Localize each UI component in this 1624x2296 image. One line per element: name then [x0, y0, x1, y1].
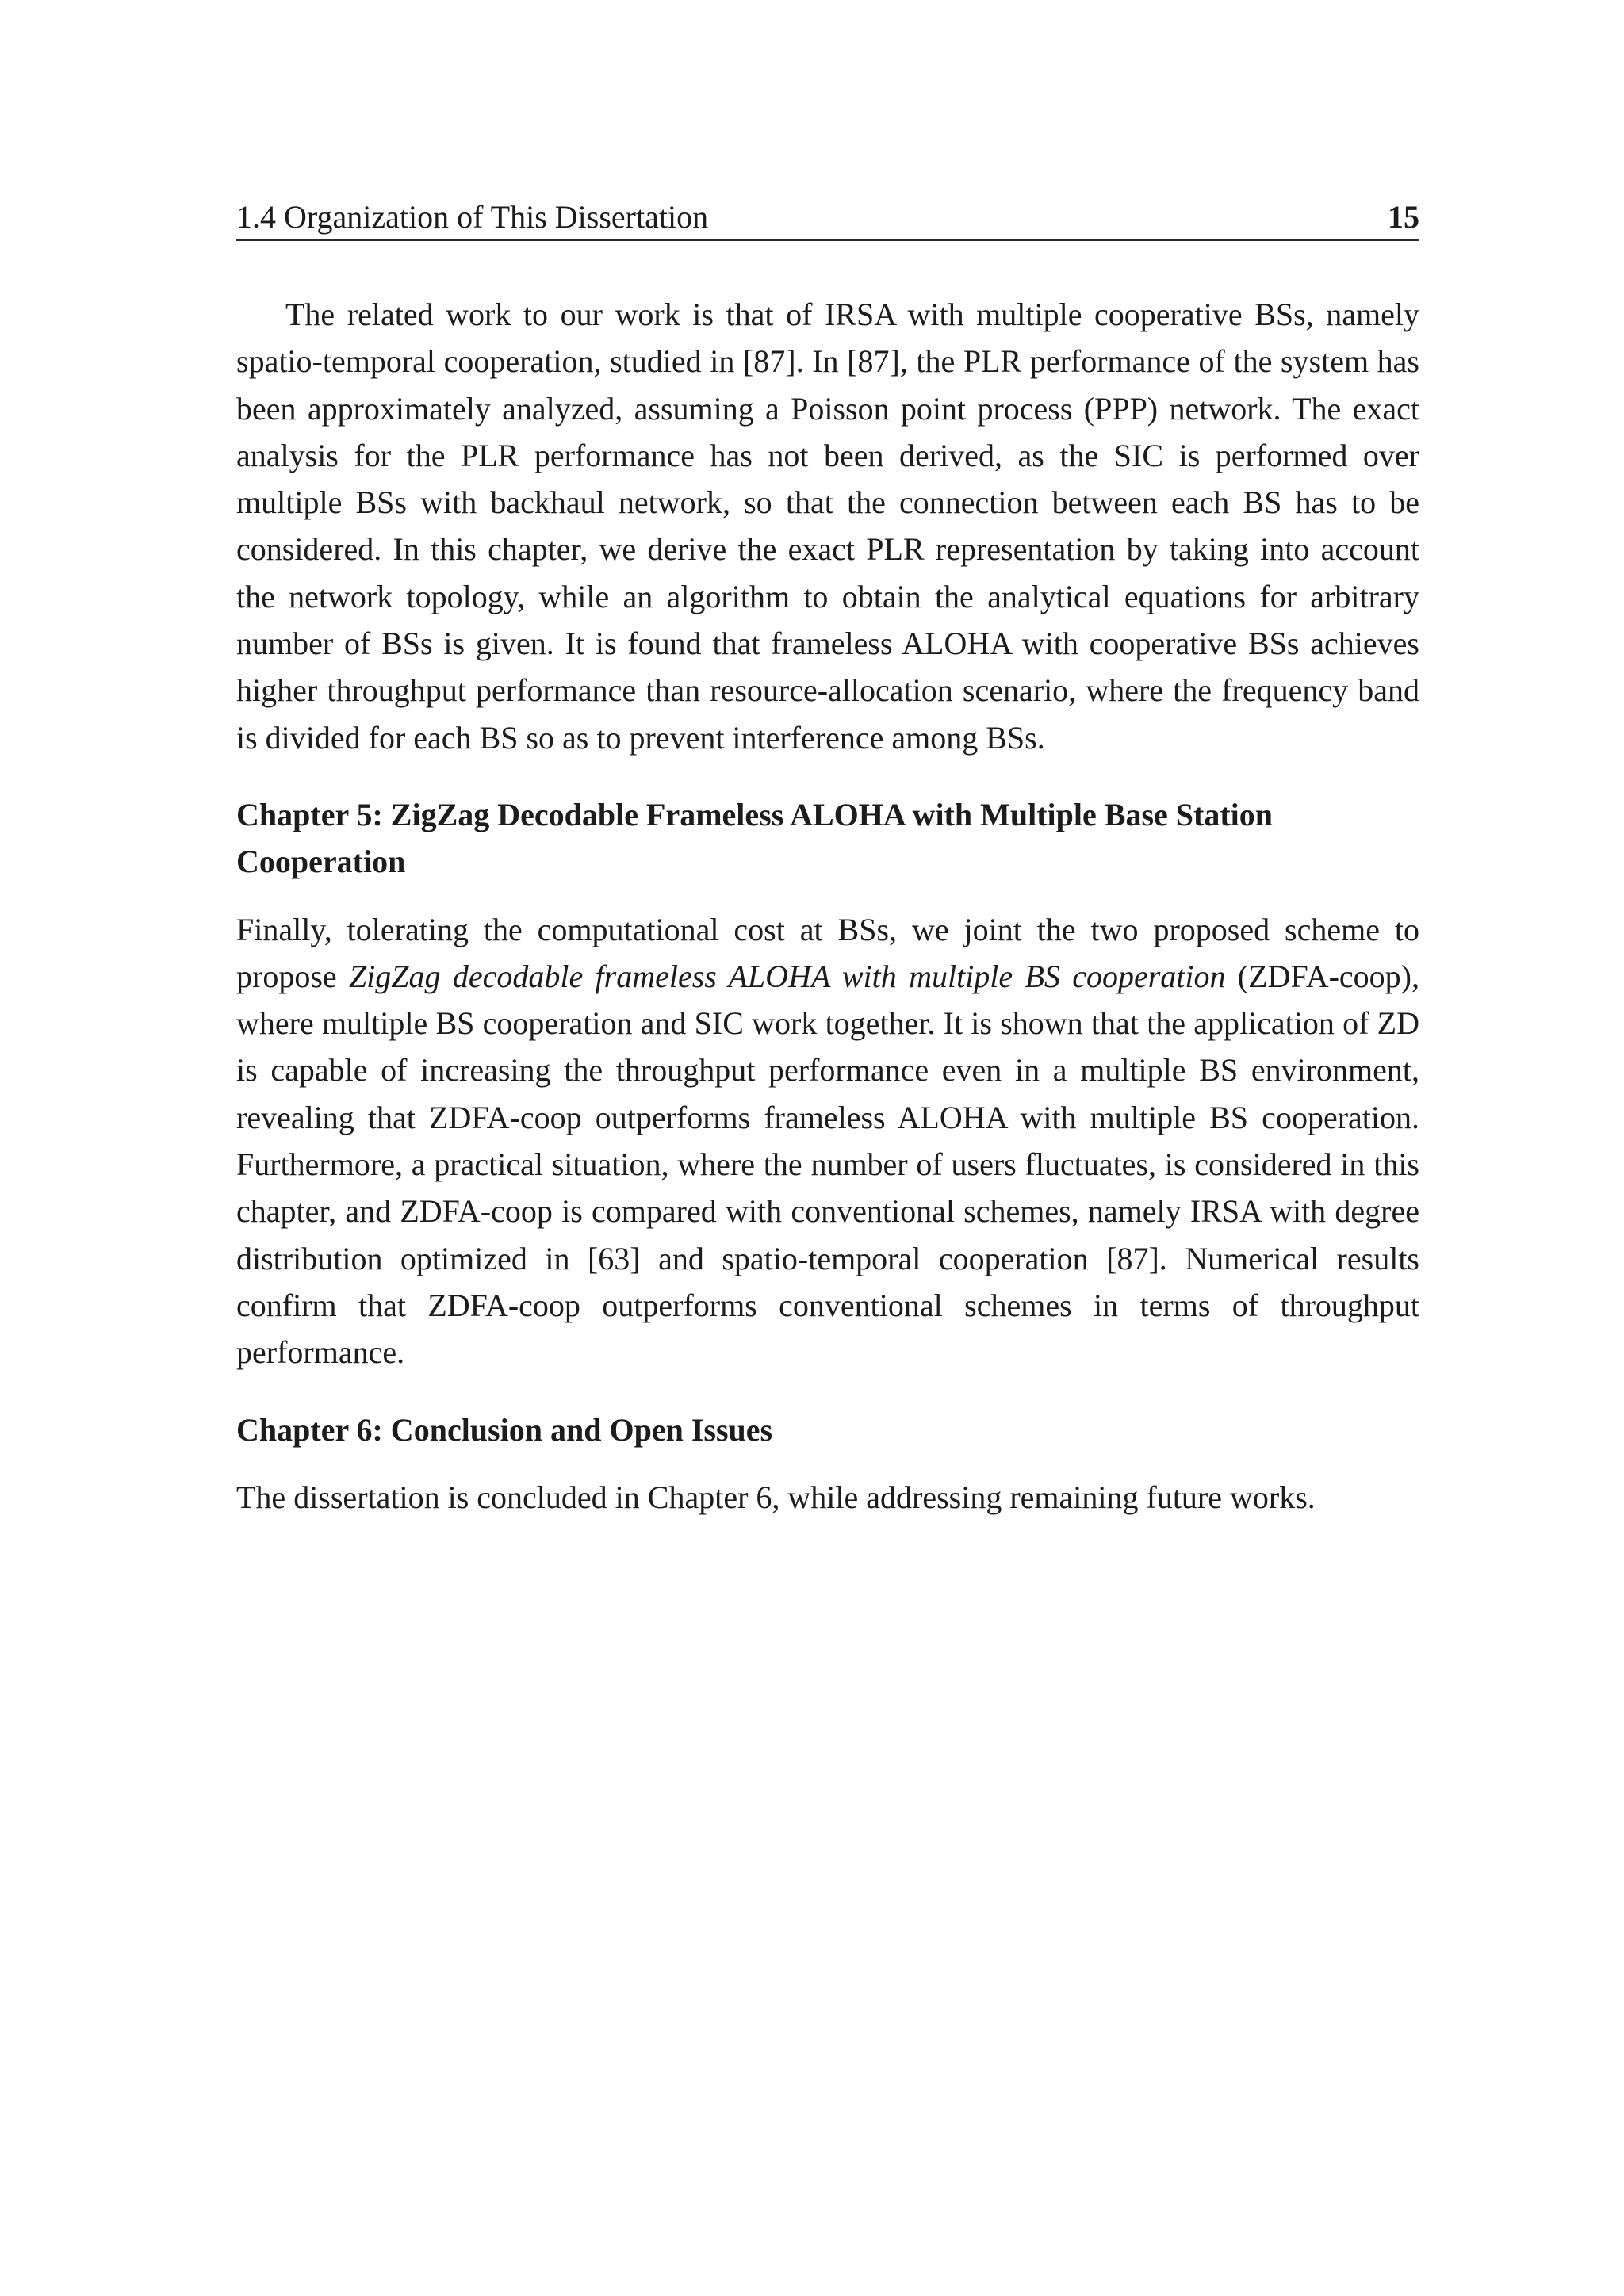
chapter-5-paragraph — [236, 906, 1419, 1376]
chapter-5-heading: Chapter 5: ZigZag Decodable Frameless ALOHA with Multiple Base Station Cooperation — [236, 796, 1274, 880]
chapter-5-scheme-name: ZigZag decodable frameless ALOHA with multiple BS cooperation — [348, 958, 1226, 994]
body-content — [236, 291, 1419, 1521]
header-section-title: 1.4 Organization of This Dissertation — [236, 199, 709, 235]
chapter-6-heading: Chapter 6: Conclusion and Open Issues — [236, 1411, 773, 1448]
running-header — [236, 195, 1419, 241]
chapter-6-paragraph: The dissertation is concluded in Chapter 6, while addressing remaining future works. — [236, 1479, 1316, 1515]
chapter-5-text-end: (ZDFA-coop), where multiple BS cooperation and SIC work together. It is shown that the application of ZD is capable of increasing the throughput performance even in a multiple BS environment, revealing that ZDFA-coop outperforms frameless ALOHA with multiple BS cooperation. Furthermore, a practical situation, where the number of users fluctuates, is considered in this chapter, and ZDFA-coop is compared with conventional schemes, namely IRSA with degree distribution optimized in [63] and spatio-temporal cooperation [87]. Numerical results confirm that ZDFA-coop outperforms conventional schemes in terms of throughput performance. — [236, 958, 1419, 1371]
page-number: 15 — [1388, 199, 1419, 235]
chapter-5-text-start: Finally, tolerating the computational cost at BSs, we joint the two proposed scheme to propose — [236, 911, 1419, 994]
paragraph-related-work: The related work to our work is that of IRSA with multiple cooperative BSs, namely spatio-temporal cooperation, studied in [87]. In [87], the PLR performance of the system has been approximately analyzed, assuming a Poisson point process (PPP) network. The exact analysis for the PLR performance has not been derived, as the SIC is performed over multiple BSs with backhaul network, so that the connection between each BS has to be considered. In this chapter, we derive the exact PLR representation by taking into account the network topology, while an algorithm to obtain the analytical equations for arbitrary number of BSs is given. It is found that frameless ALOHA with cooperative BSs achieves higher throughput performance than resource-allocation scenario, where the frequency band is divided for each BS so as to prevent interference among BSs. — [236, 297, 1419, 756]
